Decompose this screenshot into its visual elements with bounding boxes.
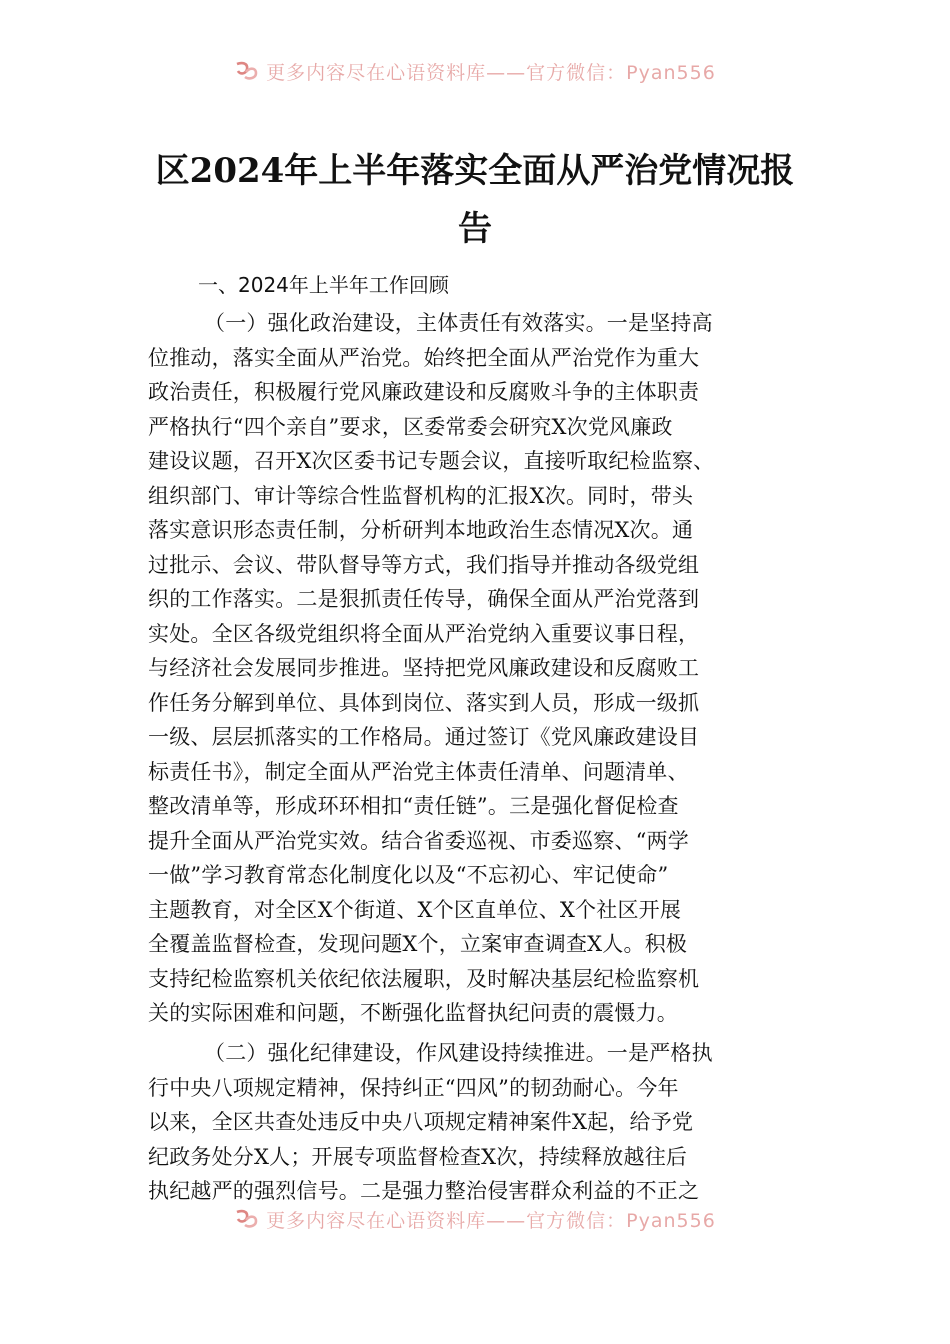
paragraph-1 [148,306,808,1031]
paragraph-line: 组织部门、审计等综合性监督机构的汇报X次。同时，带头 [148,483,694,508]
paragraph-line: 标责任书》，制定全面从严治党主体责任清单、问题清单、 [148,759,689,784]
watermark-text: 更多内容尽在心语资料库——官方微信：Pyan556 [266,1209,716,1232]
paragraph-line: 关的实际困难和问题，不断强化监督执纪问责的震慑力。 [148,1001,678,1025]
paragraph-line: 提升全面从严治党实效。结合省委巡视、市委巡察、“两学 [148,828,689,853]
paragraph-line: 位推动，落实全面从严治党。始终把全面从严治党作为重大 [148,345,700,370]
watermark-top [0,58,950,84]
watermark-bottom [0,1206,950,1232]
paragraph-line: 建设议题，召开X次区委书记专题会议，直接听取纪检监察、 [148,449,715,473]
paragraph-line: 一级、层层抓落实的工作格局。通过签订《党风廉政建设目 [148,725,700,749]
paragraph-line: 主题教育，对全区X个街道、X个区直单位、X个社区开展 [148,897,682,922]
paragraph-line: （一）强化政治建设，主体责任有效落实。一是坚持高 [204,311,713,335]
paragraph-line: 与经济社会发展同步推进。坚持把党风廉政建设和反腐败工 [148,656,700,680]
paragraph-line: 落实意识形态责任制，分析研判本地政治生态情况X次。通 [148,518,694,542]
paragraph-line: 执纪越严的强烈信号。二是强力整治侵害群众利益的不正之 [148,1179,700,1203]
paragraph-2 [148,1036,808,1209]
paragraph-line: 作任务分解到单位、具体到岗位、落实到人员，形成一级抓 [148,690,700,715]
watermark-logo-icon [234,60,260,82]
watermark-text: 更多内容尽在心语资料库——官方微信：Pyan556 [266,61,716,84]
paragraph-line: 实处。全区各级党组织将全面从严治党纳入重要议事日程， [148,621,700,646]
document-title: 区2024年上半年落实全面从严治党情况报告 [155,151,795,249]
paragraph-line: 纪政务处分X人；开展专项监督检查X次，持续释放越往后 [148,1144,688,1169]
paragraph-line: 整改清单等，形成环环相扣“责任链”。三是强化督促检查 [148,794,679,818]
watermark-logo-icon [234,1208,260,1230]
paragraph-line: 织的工作落实。二是狠抓责任传导，确保全面从严治党落到 [148,587,700,611]
paragraph-line: 过批示、会议、带队督导等方式，我们指导并推动各级党组 [148,552,700,577]
paragraph-line: 严格执行“四个亲自”要求，区委常委会研究X次党风廉政 [148,414,673,439]
paragraph-line: 行中央八项规定精神，保持纠正“四风”的韧劲耐心。今年 [148,1075,679,1100]
paragraph-line: （二）强化纪律建设，作风建设持续推进。一是严格执 [204,1041,713,1065]
section-heading: 一、2024年上半年工作回顾 [198,273,449,297]
paragraph-line: 全覆盖监督检查，发现问题X个，立案审查调查X人。积极 [148,932,688,956]
paragraph-line: 一做”学习教育常态化制度化以及“不忘初心、牢记使命” [148,863,669,887]
paragraph-line: 政治责任，积极履行党风廉政建设和反腐败斗争的主体职责 [148,380,700,404]
paragraph-line: 支持纪检监察机关依纪依法履职，及时解决基层纪检监察机 [148,966,700,991]
paragraph-line: 以来，全区共查处违反中央八项规定精神案件X起，给予党 [148,1110,694,1134]
